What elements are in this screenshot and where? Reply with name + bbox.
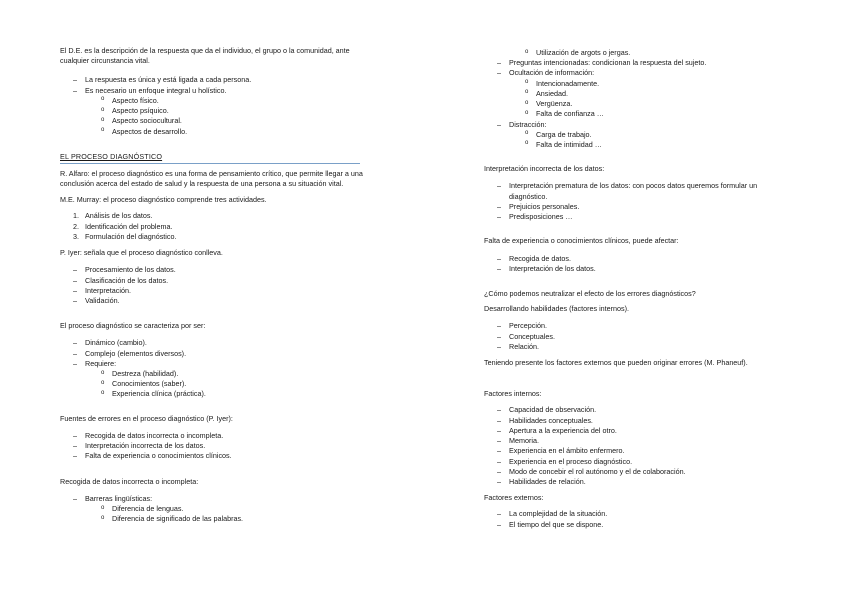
- characteristics-list: [60, 338, 365, 369]
- list-item: – Experiencia en el ámbito enfermero.: [484, 446, 784, 456]
- list-item: – Procesamiento de los datos.: [60, 265, 365, 275]
- list-item: o Aspecto sociocultural.: [60, 116, 365, 126]
- collection-list: [60, 494, 365, 504]
- list-item: o Aspectos de desarrollo.: [60, 127, 365, 137]
- alfaro-paragraph: R. Alfaro: el proceso diagnóstico es una forma de pensamiento crítico, que permite llegar a una conclusión acerca del estado de salud y la respuesta de una persona a su situación vital.: [60, 168, 363, 188]
- list-item: – Interpretación prematura de los datos: con pocos datos queremos formular un diagnóstico.: [484, 181, 784, 201]
- list-item: o Destreza (habilidad).: [60, 369, 365, 379]
- list-item: – Falta de experiencia o conocimientos clínicos.: [60, 451, 365, 461]
- list-item: – Predisposiciones …: [484, 212, 784, 222]
- intro-paragraph: El D.E. es la descripción de la respuesta que da el individuo, el grupo o la comunidad, ante cualquier circunstancia vital.: [60, 46, 350, 66]
- list-item: – Experiencia en el proceso diagnóstico.: [484, 457, 784, 467]
- list-item: – Memoria.: [484, 436, 784, 446]
- list-item: o Falta de intimidad …: [484, 140, 784, 150]
- external-note-paragraph: Teniendo presente los factores externos que pueden originar errores (M. Phaneuf).: [484, 358, 748, 368]
- list-item: – Requiere:: [60, 359, 365, 369]
- list-item: – Validación.: [60, 296, 365, 306]
- list-item: – Complejo (elementos diversos).: [60, 349, 365, 359]
- list-item: – Recogida de datos incorrecta o incompleta.: [60, 431, 365, 441]
- list-item: o Diferencia de significado de las palabras.: [60, 514, 365, 524]
- list-item: – Interpretación incorrecta de los datos.: [60, 441, 365, 451]
- list-item: 2. Identificación del problema.: [73, 221, 173, 231]
- list-item: – Percepción.: [484, 321, 784, 331]
- list-item: o Falta de confianza …: [484, 109, 784, 119]
- jargon-list: [484, 48, 784, 58]
- distraction-list: [484, 130, 784, 150]
- list-item: o Conocimientos (saber).: [60, 379, 365, 389]
- list-item: – Interpretación.: [60, 286, 365, 296]
- left-column: [60, 0, 365, 524]
- list-item: – Ocultación de información:: [484, 68, 784, 78]
- develop-list: [484, 321, 784, 352]
- section-heading: EL PROCESO DIAGNÓSTICO: [60, 151, 163, 161]
- murray-paragraph: M.E. Murray: el proceso diagnóstico comprende tres actividades.: [60, 195, 267, 205]
- distraction-heading-list: [484, 120, 784, 130]
- list-item: o Carga de trabajo.: [484, 130, 784, 140]
- list-item: – La respuesta es única y está ligada a cada persona.: [60, 75, 365, 85]
- list-item: – Es necesario un enfoque integral u holístico.: [60, 86, 365, 96]
- misinterp-paragraph: Interpretación incorrecta de los datos:: [484, 164, 605, 174]
- list-item: – El tiempo del que se dispone.: [484, 520, 784, 530]
- list-item: – Barreras lingüísticas:: [60, 494, 365, 504]
- sources-paragraph: Fuentes de errores en el proceso diagnóstico (P. Iyer):: [60, 413, 233, 423]
- list-item: o Intencionadamente.: [484, 79, 784, 89]
- requires-list: [60, 369, 365, 400]
- list-item: o Utilización de argots o jergas.: [484, 48, 784, 58]
- list-item: – Preguntas intencionadas: condicionan la respuesta del sujeto.: [484, 58, 784, 68]
- heading-rule: [60, 163, 360, 164]
- list-item: – Capacidad de observación.: [484, 405, 784, 415]
- characterized-paragraph: El proceso diagnóstico se caracteriza por ser:: [60, 321, 206, 331]
- list-item: – Habilidades conceptuales.: [484, 416, 784, 426]
- barriers-list: [60, 504, 365, 524]
- internal-list: [484, 405, 784, 487]
- list-item: – Clasificación de los datos.: [60, 276, 365, 286]
- list-item: 3. Formulación del diagnóstico.: [73, 231, 177, 241]
- list-item: – Prejuicios personales.: [484, 202, 784, 212]
- list-item: o Vergüenza.: [484, 99, 784, 109]
- list-item: – La complejidad de la situación.: [484, 509, 784, 519]
- list-item: o Diferencia de lenguas.: [60, 504, 365, 514]
- right-column: [484, 0, 784, 530]
- list-item: – Dinámico (cambio).: [60, 338, 365, 348]
- list-item: – Apertura a la experiencia del otro.: [484, 426, 784, 436]
- aspects-list: [60, 96, 365, 137]
- iyer-list: [60, 265, 365, 306]
- list-item: o Aspecto físico.: [60, 96, 365, 106]
- external-heading: Factores externos:: [484, 493, 544, 503]
- external-list: [484, 509, 784, 529]
- misinterp-list: [484, 181, 784, 222]
- murray-list: [60, 211, 365, 242]
- list-item: 1. Análisis de los datos.: [73, 211, 153, 221]
- list-item: – Relación.: [484, 342, 784, 352]
- list-item: o Aspecto psíquico.: [60, 106, 365, 116]
- intro-list: [60, 75, 365, 95]
- list-item: – Modo de concebir el rol autónomo y el de colaboración.: [484, 467, 784, 477]
- sources-list: [60, 431, 365, 462]
- list-item: – Recogida de datos.: [484, 254, 784, 264]
- lack-list: [484, 254, 784, 274]
- develop-paragraph: Desarrollando habilidades (factores internos).: [484, 304, 630, 314]
- hiding-list: [484, 79, 784, 120]
- iyer-paragraph: P. Iyer: señala que el proceso diagnóstico conlleva.: [60, 248, 223, 258]
- list-item: o Experiencia clínica (práctica).: [60, 389, 365, 399]
- questions-list: [484, 58, 784, 78]
- list-item: – Distracción:: [484, 120, 784, 130]
- question-paragraph: ¿Cómo podemos neutralizar el efecto de los errores diagnósticos?: [484, 288, 696, 298]
- list-item: – Habilidades de relación.: [484, 477, 784, 487]
- list-item: – Conceptuales.: [484, 332, 784, 342]
- internal-heading: Factores internos:: [484, 389, 542, 399]
- lack-paragraph: Falta de experiencia o conocimientos clínicos, puede afectar:: [484, 236, 679, 246]
- list-item: o Ansiedad.: [484, 89, 784, 99]
- list-item: – Interpretación de los datos.: [484, 264, 784, 274]
- collection-paragraph: Recogida de datos incorrecta o incompleta:: [60, 476, 199, 486]
